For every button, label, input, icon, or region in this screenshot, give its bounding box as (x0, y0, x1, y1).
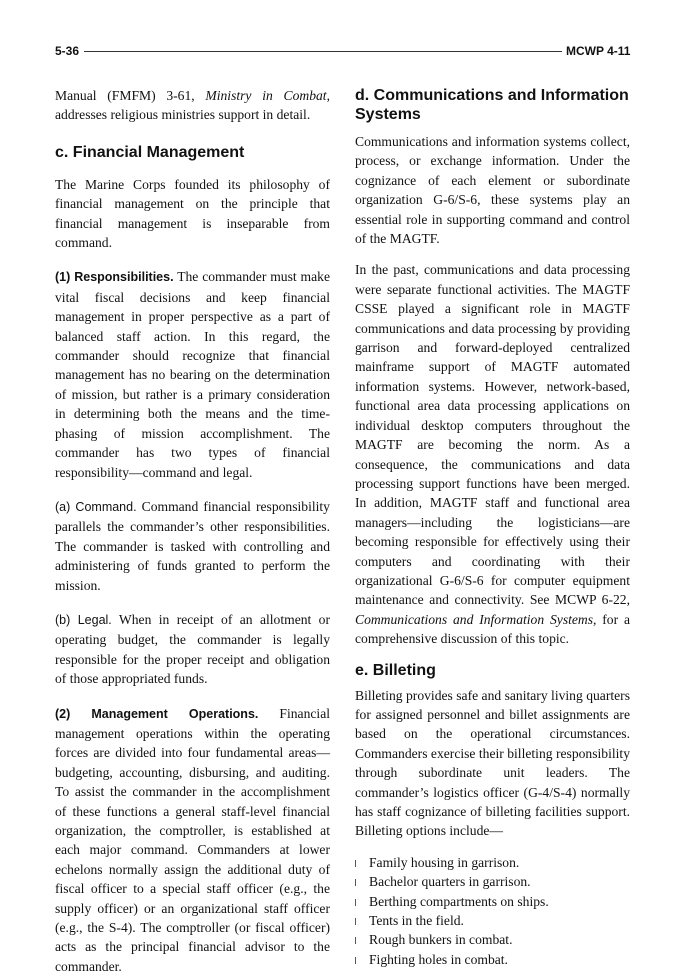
paragraph: Manual (FMFM) 3-61, Ministry in Combat, addresses religious ministries support in detail. (55, 88, 330, 123)
left-column (55, 86, 330, 976)
list-item: Rough bunkers in combat. (355, 930, 630, 949)
list-item: Bachelor quarters in garrison. (355, 872, 630, 891)
bullet-icon (355, 918, 356, 925)
header-rule (84, 51, 562, 52)
billeting-options-list (355, 853, 630, 969)
list-item: Tents in the field. (355, 911, 630, 930)
paragraph: Billeting provides safe and sanitary living quarters for assigned personnel and billet assignments are based on the operational circumstances. Commanders exercise their billeting responsibility through subordinate unit leaders. The commander’s logistics officer (G-4/S-4) normally has staff cognizance of billeting facilities support. Billeting options include— (355, 687, 630, 839)
section-heading-d: d. Communications and Information Systems (355, 87, 629, 123)
list-item: Berthing compartments on ships. (355, 892, 630, 911)
paragraph: The Marine Corps founded its philosophy of financial management on the principle that financial management is inseparable from command. (55, 176, 330, 251)
paragraph: Communications and information systems collect, process, or exchange information. Under the cognizance of each element or subordinate organization G-6/S-6, these systems play an essential role in supporting command and control of the MAGTF. (355, 134, 630, 247)
paragraph-command: (a) Command. Command financial responsibility parallels the commander’s other responsibilities. The commander is tasked with controlling and administering of funds granted to perform the mission. (55, 498, 330, 593)
paragraph-responsibilities: (1) Responsibilities. The commander must make vital fiscal decisions and keep financial management in proper perspective as a part of balanced staff action. In this regard, the commander should recognize that financial management has no bearing on the determination of mission, but rather is a primary consideration in determining both the means and the time-phasing of mission accomplishment. The commander has two types of financial responsibility—command and legal. (55, 269, 330, 480)
page-number: 5-36 (55, 44, 80, 58)
bullet-icon (355, 937, 356, 944)
bullet-icon (355, 957, 356, 964)
paragraph: In the past, communications and data processing were separate functional activities. The MAGTF CSSE played a significant role in MAGTF communications and data processing by providing garrison and forward-deployed centralized mainframe support of MAGTF automated information systems. However, network-based, functional area data processing applications on individual desktop computers throughout the MAGTF are becoming the norm. As a consequence, the communications and data processing support functions have been merged. In addition, MAGTF staff and functional area managers—including the logisticians—are becoming responsible for effectively using their computers and coordinating with their organizational G-6/S-6 for computer equipment maintenance and connectivity. See MCWP 6-22, Communications and Information Systems, for a comprehensive discussion of this topic. (355, 262, 630, 647)
bullet-icon (355, 879, 356, 886)
paragraph-legal: (b) Legal. When in receipt of an allotment or operating budget, the commander is legally responsible for the proper receipt and obligation of those appropriated funds. (55, 611, 331, 687)
publication-title: MCWP 4-11 (566, 44, 631, 58)
bullet-icon (355, 899, 356, 906)
list-item: Fighting holes in combat. (355, 950, 630, 969)
section-heading-c: c. Financial Management (55, 143, 245, 161)
bullet-icon (355, 860, 356, 867)
section-heading-e: e. Billeting (355, 661, 436, 679)
list-item: Family housing in garrison. (355, 853, 630, 872)
paragraph-management-operations: (2) Management Operations. Financial management operations within the operating forces are divided into four fundamental areas—budgeting, accounting, disbursing, and auditing. To assist the commander in the accomplishment of these functions a general staff-level financial organization, the comptroller, is established at each major command. Commanders at lower echelons normally assign the additional duty of fiscal officer to a special staff officer (e.g., the supply officer) or an organizational staff officer (e.g., the S-4). The comptroller (or fiscal officer) acts as the principal financial advisor to the commander. (55, 705, 330, 974)
right-column (355, 86, 630, 969)
